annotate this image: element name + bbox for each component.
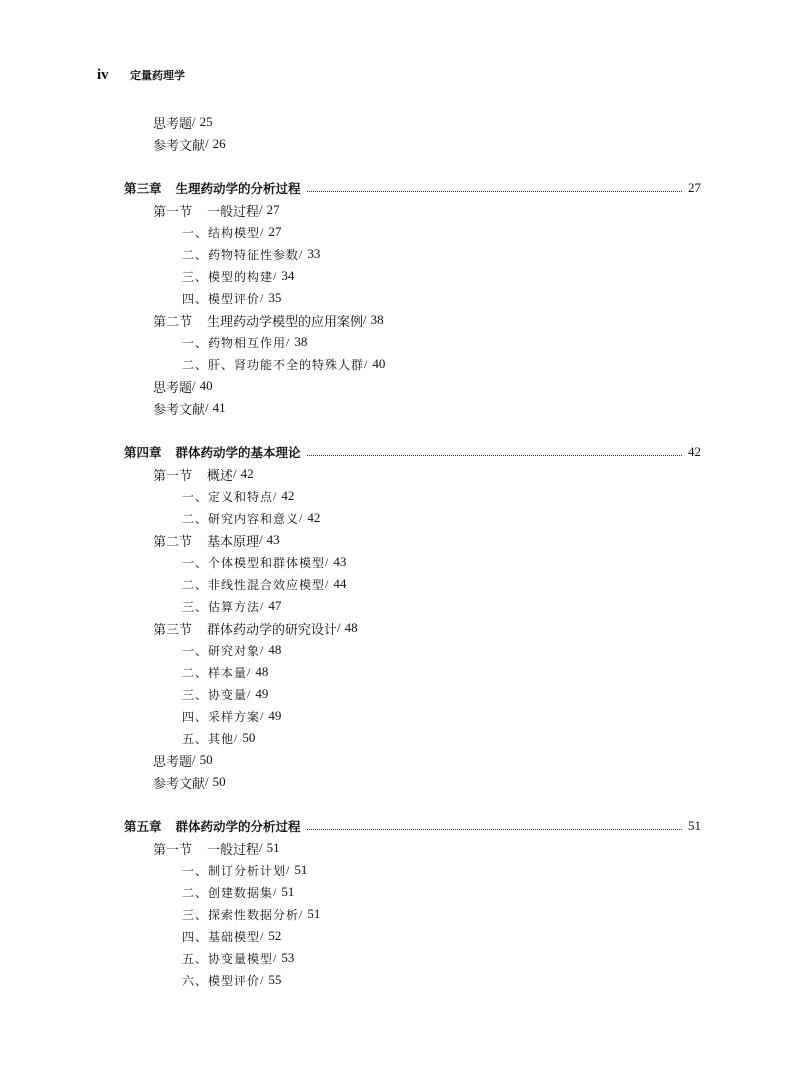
toc-tail-entry-separator: / — [192, 378, 196, 393]
subsection-entry-text: 六、模型评价 — [182, 973, 261, 988]
subsection-entry-text: 一、定义和特点 — [182, 489, 274, 504]
subsection-entry-text: 一、药物相互作用 — [182, 335, 287, 350]
subsection-entry-page: 38 — [294, 334, 308, 349]
subsection-entry-separator: / — [260, 598, 265, 613]
subsection-entry-text: 二、非线性混合效应模型 — [182, 577, 326, 592]
subsection-entry-separator: / — [273, 488, 278, 503]
toc-tail-entry-separator: / — [192, 114, 196, 129]
section-heading — [153, 529, 280, 551]
subsection-entry-text: 一、结构模型 — [182, 225, 261, 240]
subsection-entry-separator: / — [364, 356, 369, 371]
subsection-entry-page: 33 — [307, 246, 321, 261]
section-heading — [153, 309, 384, 331]
subsection-entry-page: 44 — [333, 576, 347, 591]
subsection-entry-text: 二、样本量 — [182, 665, 248, 680]
toc-tail-entry-page: 40 — [199, 378, 213, 393]
chapter-number: 第三章 — [124, 181, 162, 196]
section-separator: / — [337, 620, 341, 635]
toc-tail-entry-text: 思考题 — [153, 379, 193, 395]
section-title: 一般过程 — [207, 841, 260, 857]
toc-tail-entry-text: 思考题 — [153, 115, 193, 131]
subsection-entry — [182, 573, 346, 595]
subsection-entry-page: 42 — [307, 510, 321, 525]
section-number: 第一节 — [153, 467, 193, 483]
subsection-entry-text: 五、其他 — [182, 731, 235, 746]
section-title: 群体药动学的研究设计 — [207, 621, 338, 637]
subsection-entry-page: 51 — [307, 906, 321, 921]
subsection-entry-separator: / — [260, 642, 265, 657]
toc-tail-entry-page: 25 — [199, 114, 213, 129]
section-number: 第一节 — [153, 841, 193, 857]
section-number: 第三节 — [153, 621, 193, 637]
subsection-entry-separator: / — [325, 576, 330, 591]
subsection-entry-page: 43 — [333, 554, 347, 569]
subsection-entry-page: 53 — [281, 950, 295, 965]
chapter-title: 群体药动学的分析过程 — [175, 819, 301, 834]
toc-tail-entry-page: 26 — [212, 136, 226, 151]
subsection-entry-text: 一、个体模型和群体模型 — [182, 555, 326, 570]
subsection-entry-text: 三、模型的构建 — [182, 269, 274, 284]
subsection-entry-page: 40 — [372, 356, 386, 371]
subsection-entry-separator: / — [247, 686, 252, 701]
toc-tail-entry-separator: / — [205, 400, 209, 415]
subsection-entry-text: 二、创建数据集 — [182, 885, 274, 900]
subsection-entry-separator: / — [273, 268, 278, 283]
toc-tail-entry — [153, 397, 226, 419]
subsection-entry-separator: / — [286, 862, 291, 877]
subsection-entry-page: 27 — [268, 224, 282, 239]
subsection-entry — [182, 595, 281, 617]
subsection-entry-page: 48 — [268, 642, 282, 657]
subsection-entry-text: 二、研究内容和意义 — [182, 511, 300, 526]
subsection-entry-page: 55 — [268, 972, 282, 987]
toc-tail-entry-page: 50 — [199, 752, 213, 767]
toc-tail-entry-separator: / — [205, 774, 209, 789]
subsection-entry-separator: / — [273, 950, 278, 965]
chapter-page: 27 — [688, 180, 701, 195]
subsection-entry-text: 一、制订分析计划 — [182, 863, 287, 878]
subsection-entry-separator: / — [299, 246, 304, 261]
subsection-entry-page: 51 — [281, 884, 295, 899]
section-title: 基本原理 — [207, 533, 260, 549]
subsection-entry-separator: / — [299, 510, 304, 525]
toc-tail-entry-text: 思考题 — [153, 753, 193, 769]
section-page: 27 — [266, 202, 280, 217]
section-heading — [153, 199, 280, 221]
subsection-entry-separator: / — [273, 884, 278, 899]
subsection-entry-page: 35 — [268, 290, 282, 305]
section-separator: / — [363, 312, 367, 327]
subsection-entry-text: 三、探索性数据分析 — [182, 907, 300, 922]
subsection-entry-page: 52 — [268, 928, 282, 943]
subsection-entry — [182, 243, 320, 265]
subsection-entry-separator: / — [234, 730, 239, 745]
section-title: 一般过程 — [207, 203, 260, 219]
toc-tail-entry — [153, 111, 213, 133]
toc-tail-entry-page: 50 — [212, 774, 226, 789]
toc-tail-entry-text: 参考文献 — [153, 401, 206, 417]
subsection-entry-text: 一、研究对象 — [182, 643, 261, 658]
subsection-entry-separator: / — [260, 708, 265, 723]
subsection-entry — [182, 551, 346, 573]
toc-tail-entry — [153, 749, 213, 771]
chapter-number: 第四章 — [124, 445, 162, 460]
subsection-entry — [182, 881, 294, 903]
subsection-entry-separator: / — [286, 334, 291, 349]
leader-dots — [307, 454, 682, 456]
chapter-number: 第五章 — [124, 819, 162, 834]
leader-dots — [307, 828, 682, 830]
subsection-entry — [182, 947, 294, 969]
subsection-entry-page: 48 — [255, 664, 269, 679]
section-page: 38 — [370, 312, 384, 327]
section-heading — [153, 837, 280, 859]
section-title: 概述 — [207, 467, 234, 483]
toc-tail-entry-separator: / — [205, 136, 209, 151]
subsection-entry-text: 四、模型评价 — [182, 291, 261, 306]
chapter-page: 42 — [688, 444, 701, 459]
chapter-title: 群体药动学的基本理论 — [175, 445, 301, 460]
subsection-entry — [182, 331, 307, 353]
subsection-entry-page: 51 — [294, 862, 308, 877]
subsection-entry — [182, 639, 281, 661]
section-separator: / — [233, 466, 237, 481]
running-header — [97, 64, 185, 86]
section-number: 第二节 — [153, 533, 193, 549]
subsection-entry-separator: / — [299, 906, 304, 921]
subsection-entry-text: 二、药物特征性参数 — [182, 247, 300, 262]
section-heading — [153, 463, 254, 485]
section-number: 第一节 — [153, 203, 193, 219]
subsection-entry — [182, 661, 268, 683]
subsection-entry-text: 三、估算方法 — [182, 599, 261, 614]
subsection-entry — [182, 265, 294, 287]
subsection-entry — [182, 859, 307, 881]
section-number: 第二节 — [153, 313, 193, 329]
toc-tail-entry — [153, 375, 213, 397]
subsection-entry — [182, 485, 294, 507]
chapter-title: 生理药动学的分析过程 — [175, 181, 301, 196]
subsection-entry-text: 四、基础模型 — [182, 929, 261, 944]
subsection-entry-page: 47 — [268, 598, 282, 613]
section-heading — [153, 617, 358, 639]
subsection-entry-page: 34 — [281, 268, 295, 283]
subsection-entry-page: 42 — [281, 488, 295, 503]
subsection-entry-separator: / — [260, 224, 265, 239]
chapter-heading — [124, 441, 701, 463]
subsection-entry-page: 50 — [242, 730, 256, 745]
section-separator: / — [259, 532, 263, 547]
subsection-entry-separator: / — [325, 554, 330, 569]
section-page: 42 — [240, 466, 254, 481]
subsection-entry — [182, 903, 320, 925]
section-page: 51 — [266, 840, 280, 855]
book-title: 定量药理学 — [130, 69, 185, 82]
subsection-entry-text: 三、协变量 — [182, 687, 248, 702]
subsection-entry-separator: / — [247, 664, 252, 679]
subsection-entry — [182, 353, 385, 375]
subsection-entry-text: 二、肝、肾功能不全的特殊人群 — [182, 357, 365, 372]
chapter-heading — [124, 815, 701, 837]
subsection-entry — [182, 925, 281, 947]
toc-tail-entry-text: 参考文献 — [153, 137, 206, 153]
leader-dots — [307, 190, 682, 192]
subsection-entry-text: 四、采样方案 — [182, 709, 261, 724]
toc-tail-entry — [153, 771, 226, 793]
toc-tail-entry-separator: / — [192, 752, 196, 767]
subsection-entry-separator: / — [260, 928, 265, 943]
subsection-entry — [182, 705, 281, 727]
subsection-entry-separator: / — [260, 972, 265, 987]
subsection-entry-text: 五、协变量模型 — [182, 951, 274, 966]
subsection-entry — [182, 287, 281, 309]
toc-tail-entry-page: 41 — [212, 400, 226, 415]
chapter-heading — [124, 177, 701, 199]
subsection-entry — [182, 969, 281, 991]
section-page: 48 — [344, 620, 358, 635]
subsection-entry — [182, 683, 268, 705]
subsection-entry-page: 49 — [255, 686, 269, 701]
subsection-entry — [182, 221, 281, 243]
section-separator: / — [259, 840, 263, 855]
section-separator: / — [259, 202, 263, 217]
subsection-entry-separator: / — [260, 290, 265, 305]
chapter-page: 51 — [688, 818, 701, 833]
subsection-entry — [182, 507, 320, 529]
subsection-entry — [182, 727, 255, 749]
toc-tail-entry — [153, 133, 226, 155]
section-page: 43 — [266, 532, 280, 547]
section-title: 生理药动学模型的应用案例 — [207, 313, 364, 329]
subsection-entry-page: 49 — [268, 708, 282, 723]
page-number-roman: iv — [97, 66, 109, 83]
toc-tail-entry-text: 参考文献 — [153, 775, 206, 791]
